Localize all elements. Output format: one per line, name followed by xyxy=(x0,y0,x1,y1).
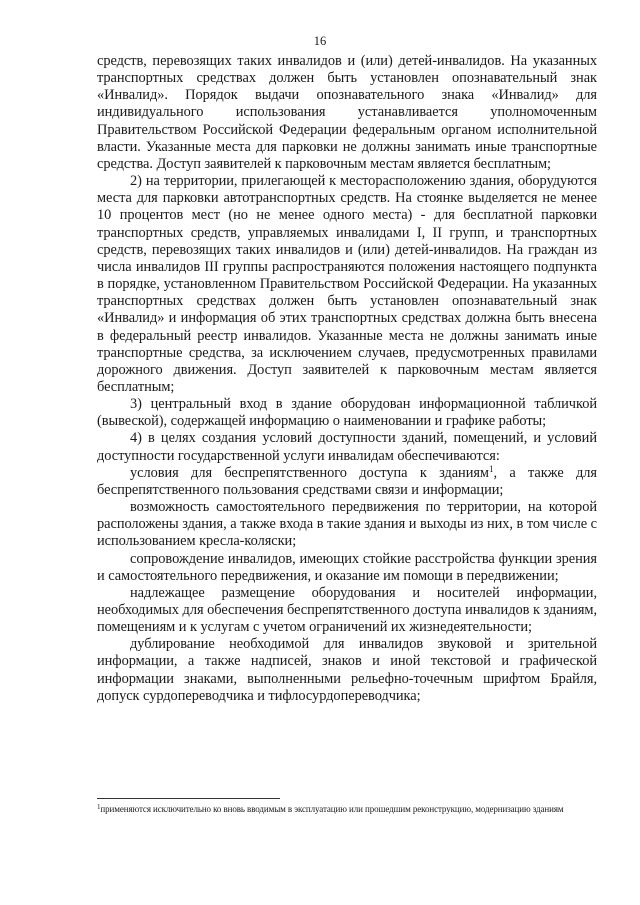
paragraph-independent-movement: возможность самостоятельного передвижения по территории, на которой расположены здания, а также входа в такие здания и выходы из них, в том числе с использованием кресла-коляски; xyxy=(97,499,597,550)
footnote-mark: 1 xyxy=(97,803,101,811)
paragraph-information-duplication: дублирование необходимой для инвалидов звуковой и зрительной информации, а также надписей, знаков и иной текстовой и графической информации знаками, выполненными рельефно-точечным шрифтом Брайля, допуск сурдопереводчика и тифлосурдопереводчика; xyxy=(97,636,597,704)
paragraph-barrier-free-access xyxy=(97,465,597,499)
paragraph-item-4-accessibility: 4) в целях создания условий доступности зданий, помещений, и условий доступности государственной услуги инвалидам обеспечиваются: xyxy=(97,430,597,464)
paragraph-item-3-entrance-sign: 3) центральный вход в здание оборудован информационной табличкой (вывеской), содержащей информацию о наименовании и графике работы; xyxy=(97,396,597,430)
page-number: 16 xyxy=(313,34,327,48)
paragraph-barrier-free-access-text: условия для беспрепятственного доступа к зданиям xyxy=(130,464,489,481)
footnote-reference-mark: 1 xyxy=(489,463,494,474)
paragraph-barrier-free-access-text-end: , а также для беспрепятственного пользования средствами связи и информации; xyxy=(97,464,598,498)
footnote xyxy=(97,803,597,815)
paragraph-parking-sign-continuation: средств, перевозящих таких инвалидов и (или) детей-инвалидов. На указанных транспортных средствах должен быть установлен опознавательный знак «Инвалид». Порядок выдачи опознавательного знака «Инвалид» для индивидуального использования устанавливается уполномоченным Правительством Российской Федерации федеральным органом исполнительной власти. Указанные места для парковки не должны занимать иные транспортные средства. Доступ заявителей к парковочным местам является бесплатным; xyxy=(97,53,597,172)
paragraph-item-2-parking: 2) на территории, прилегающей к месторасположению здания, оборудуются места для парковки автотранспортных средств. На стоянке выделяется не менее 10 процентов мест (но не менее одного места) - для бесплатной парковки транспортных средств, управляемых инвалидами I, II групп, и транспортных средств, перевозящих таких инвалидов и (или) детей-инвалидов. На граждан из числа инвалидов III группы распространяются положения настоящего подпункта в порядке, установленном Правительством Российской Федерации. На указанных транспортных средствах должен быть установлен опознавательный знак «Инвалид» и информация об этих транспортных средствах должна быть внесена в федеральный реестр инвалидов. Указанные места не должны занимать иные транспортные средства, за исключением случаев, предусмотренных правилами дорожного движения. Доступ заявителей к парковочным местам является бесплатным; xyxy=(97,173,597,395)
body-text xyxy=(97,53,597,705)
footnote-divider xyxy=(97,798,280,799)
footnote-text: применяются исключительно ко вновь вводимым в эксплуатацию или прошедшим реконструкцию, модернизацию зданиям xyxy=(100,804,564,814)
paragraph-escort: сопровождение инвалидов, имеющих стойкие расстройства функции зрения и самостоятельного передвижения, и оказание им помощи в передвижении; xyxy=(97,550,597,584)
paragraph-equipment-placement: надлежащее размещение оборудования и носителей информации, необходимых для обеспечения беспрепятственного доступа инвалидов к зданиям, помещениям и к услугам с учетом ограничений их жизнедеятельности; xyxy=(97,584,597,636)
